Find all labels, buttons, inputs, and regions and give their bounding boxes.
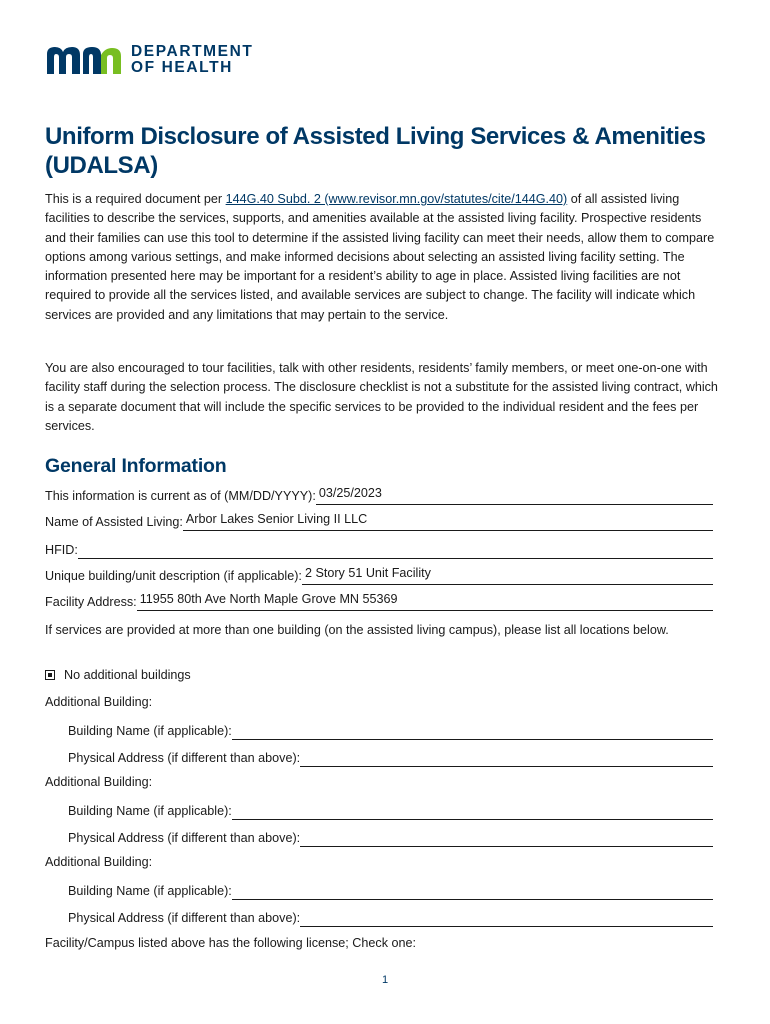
additional-building-label: Additional Building: [45,855,153,869]
physical-address-label: Physical Address (if different than above): [68,911,301,925]
logo-line-1: DEPARTMENT [131,43,254,60]
no-additional-buildings-label: No additional buildings [64,668,191,682]
current-as-of-row [45,483,713,505]
intro-text-after-link: of all assisted living facilities to describe the services, supports, and amenities available at the assisted living facility. Prospective residents and their families can use this tool to determine if the assisted living facility can meet their needs, allow them to compare options among various settings, and make informed decisions about selecting an assisted living facility setting. The information presented here may be important for a resident’s ability to age in place. Assisted living facilities are not required to provide all the services listed, and available services are subject to change. The facility will indicate which services are provided and any limitations that may pertain to the service. [45,192,715,322]
physical-address-row [68,905,713,927]
hfid-row [45,537,713,559]
assisted-living-name-value: Arbor Lakes Senior Living II LLC [185,512,368,526]
document-title: Uniform Disclosure of Assisted Living Services & Amenities (UDALSA) [45,123,706,179]
hfid-label: HFID: [45,543,78,557]
building-name-field[interactable] [232,799,713,820]
logo-text [131,44,254,76]
building-name-label: Building Name (if applicable): [68,724,232,738]
unique-description-label: Unique building/unit description (if applicable): [45,569,302,583]
no-additional-buildings-row [45,668,191,682]
physical-address-field[interactable] [300,906,713,927]
physical-address-row [68,745,713,767]
building-name-row [68,718,713,740]
facility-address-value: 11955 80th Ave North Maple Grove MN 55369 [139,592,398,606]
logo-line-2: OF HEALTH [131,59,233,76]
building-name-field[interactable] [232,879,713,900]
facility-address-row [45,589,713,611]
building-name-label: Building Name (if applicable): [68,884,232,898]
physical-address-field[interactable] [300,746,713,767]
building-name-field[interactable] [232,719,713,740]
additional-building-label: Additional Building: [45,695,153,709]
building-name-row [68,878,713,900]
mn-logo-icon [45,44,123,76]
unique-description-value: 2 Story 51 Unit Facility [304,566,431,580]
building-name-label: Building Name (if applicable): [68,804,232,818]
page-number: 1 [381,974,389,986]
assisted-living-name-row [45,509,713,531]
facility-address-field[interactable] [137,590,713,611]
assisted-living-name-field[interactable] [183,510,713,531]
license-label: Facility/Campus listed above has the following license; Check one: [45,936,417,950]
physical-address-label: Physical Address (if different than above): [68,751,301,765]
current-as-of-value: 03/25/2023 [318,486,382,500]
multi-building-note: If services are provided at more than one building (on the assisted living campus), please list all locations below. [45,623,669,637]
intro-text-before-link: This is a required document per [45,192,226,206]
additional-building-label: Additional Building: [45,775,153,789]
current-as-of-label: This information is current as of (MM/DD/YYYY): [45,489,316,503]
assisted-living-name-label: Name of Assisted Living: [45,515,183,529]
unique-description-row [45,563,713,585]
physical-address-label: Physical Address (if different than above): [68,831,301,845]
unique-description-field[interactable] [302,564,713,585]
statute-link[interactable]: 144G.40 Subd. 2 (www.revisor.mn.gov/statutes/cite/144G.40) [225,192,568,206]
hfid-field[interactable] [78,538,713,559]
section-heading-general-information: General Information [45,455,227,477]
no-additional-buildings-checkbox[interactable] [45,670,55,680]
facility-address-label: Facility Address: [45,595,137,609]
mdh-logo [45,44,254,76]
building-name-row [68,798,713,820]
intro-paragraph-2: You are also encouraged to tour facilities, talk with other residents, residents’ family members, or meet one-on-one with facility staff during the selection process. The disclosure checklist is not a substitute for the assisted living contract, which is a separate document that will include the specific services to be provided to the individual resident and the fees per services. [45,361,718,433]
intro-paragraph [45,190,725,325]
physical-address-field[interactable] [300,826,713,847]
physical-address-row [68,825,713,847]
current-as-of-field[interactable] [316,484,713,505]
